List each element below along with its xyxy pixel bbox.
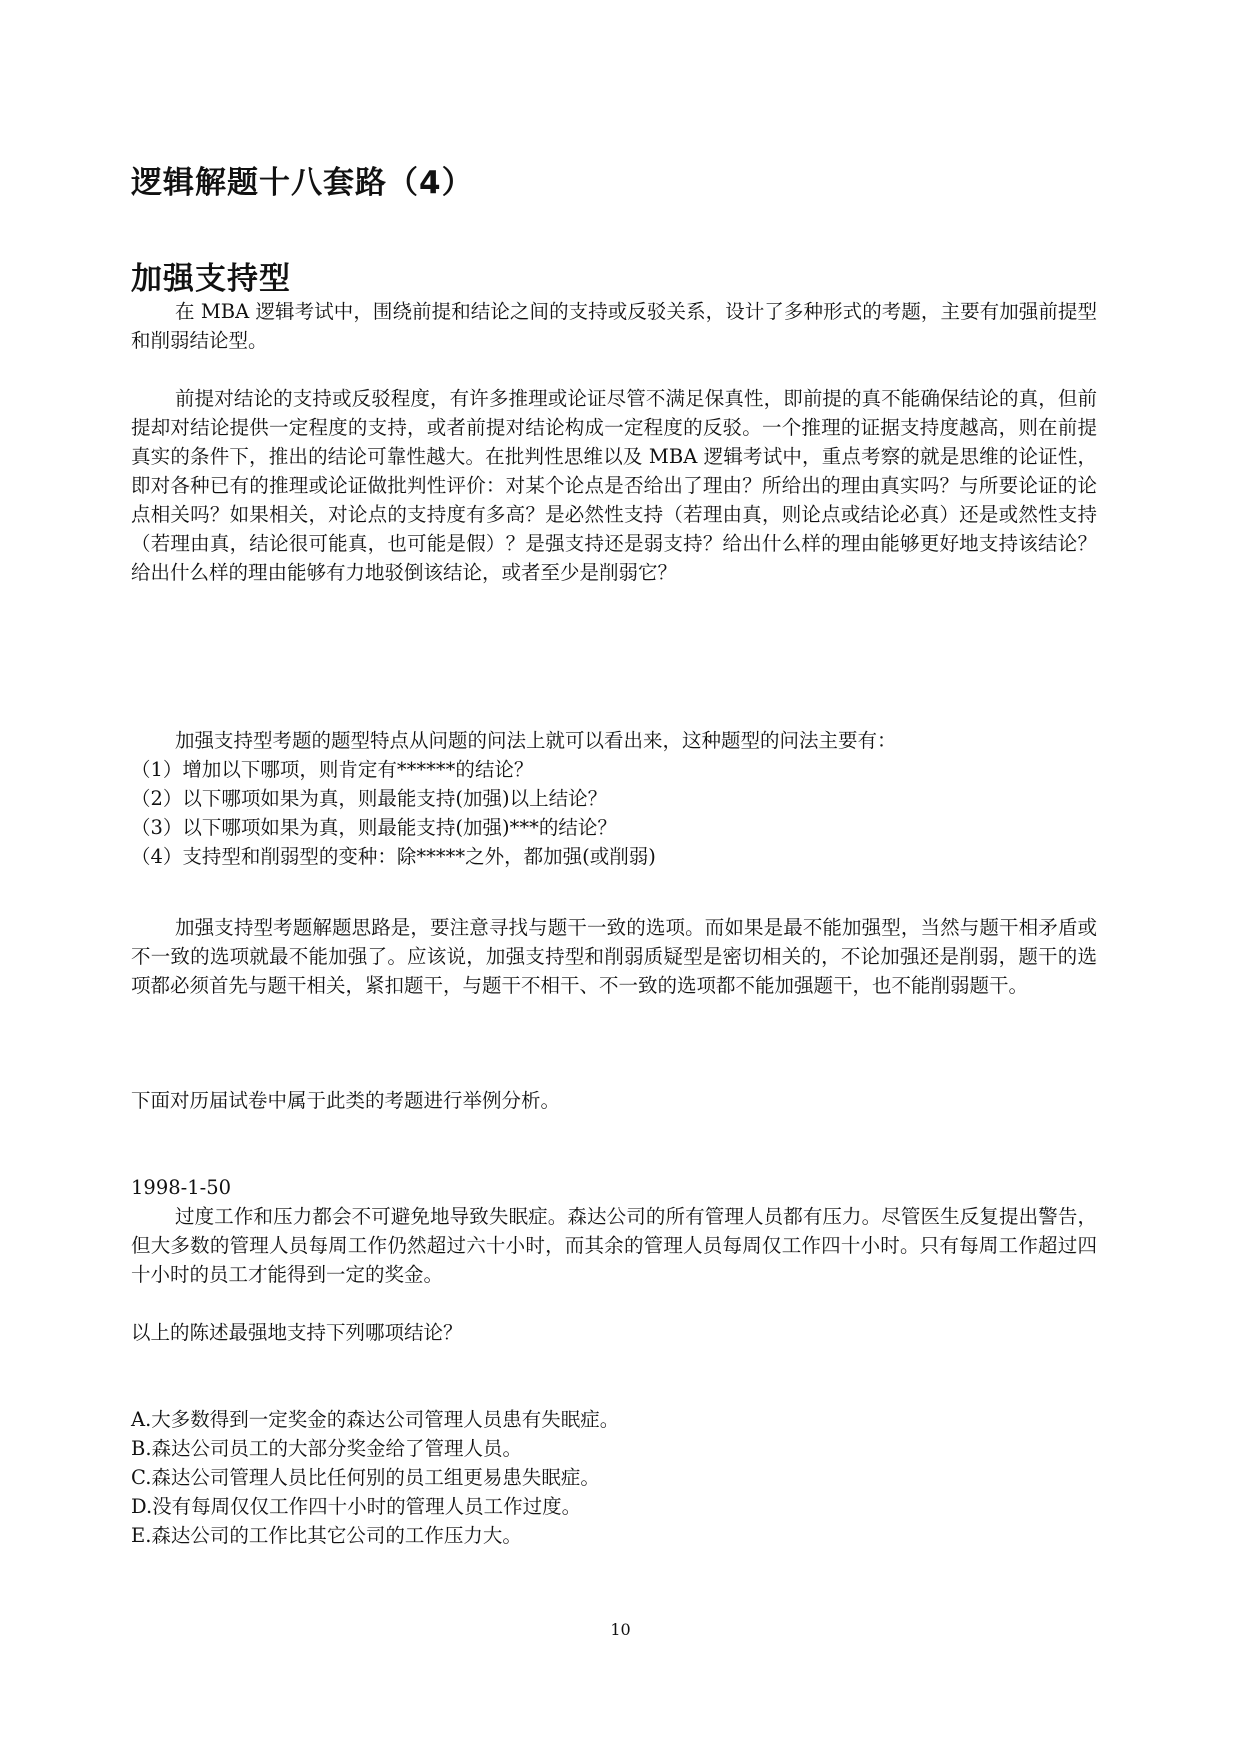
option-d: D.没有每周仅仅工作四十小时的管理人员工作过度。 [131,1495,582,1518]
intro-paragraph-1: 在 MBA 逻辑考试中，围绕前提和结论之间的支持或反驳关系，设计了多种形式的考题，主要有加强前提型和削弱结论型。 [131,300,1097,352]
option-b: B.森达公司员工的大部分奖金给了管理人员。 [131,1437,523,1460]
option-e: E.森达公司的工作比其它公司的工作压力大。 [131,1524,522,1547]
question-form-item: （4）支持型和削弱型的变种：除*****之外，都加强(或削弱) [131,845,656,868]
question-forms-intro: 加强支持型考题的题型特点从问题的问法上就可以看出来，这种题型的问法主要有： [175,729,897,752]
example-stem: 过度工作和压力都会不可避免地导致失眠症。森达公司的所有管理人员都有压力。尽管医生反复提出警告，但大多数的管理人员每周工作仍然超过六十小时，而其余的管理人员每周仅工作四十小时。只有每周工作超过四十小时的员工才能得到一定的奖金。 [131,1205,1097,1286]
example-id: 1998-1-50 [131,1176,232,1199]
question-form-item: （3）以下哪项如果为真，则最能支持(加强)***的结论？ [131,816,617,839]
page-number: 10 [610,1620,631,1639]
example-question: 以上的陈述最强地支持下列哪项结论？ [131,1321,463,1344]
page-title: 逻辑解题十八套路（4） [131,165,474,201]
approach-paragraph: 加强支持型考题解题思路是，要注意寻找与题干一致的选项。而如果是最不能加强型，当然与题干相矛盾或不一致的选项就最不能加强了。应该说，加强支持型和削弱质疑型是密切相关的，不论加强还是削弱，题干的选项都必须首先与题干相关，紧扣题干，与题干不相干、不一致的选项都不能加强题干，也不能削弱题干。 [131,916,1097,997]
option-c: C.森达公司管理人员比任何别的员工组更易患失眠症。 [131,1466,600,1489]
question-form-item: （2）以下哪项如果为真，则最能支持(加强)以上结论？ [131,787,608,810]
section-title: 加强支持型 [131,261,291,297]
intro-paragraph-2: 前提对结论的支持或反驳程度，有许多推理或论证尽管不满足保真性，即前提的真不能确保结论的真，但前提却对结论提供一定程度的支持，或者前提对结论构成一定程度的反驳。一个推理的证据支持度越高，则在前提真实的条件下，推出的结论可靠性越大。在批判性思维以及 MBA 逻辑考试中，重点考察的就是思维的论证性，即对各种已有的推理或论证做批判性评价：对某个论点是否给出了理由？所给出的理由真实吗？与所要论证的论点相关吗？如果相关，对论点的支持度有多高？是必然性支持（若理由真，则论点或结论必真）还是或然性支持（若理由真，结论很可能真，也可能是假）？是强支持还是弱支持？给出什么样的理由能够更好地支持该结论？给出什么样的理由能够有力地驳倒该结论，或者至少是削弱它？ [131,387,1097,584]
option-a: A.大多数得到一定奖金的森达公司管理人员患有失眠症。 [131,1408,620,1431]
question-form-item: （1）增加以下哪项，则肯定有******的结论？ [131,758,534,781]
examples-intro: 下面对历届试卷中属于此类的考题进行举例分析。 [131,1089,561,1112]
